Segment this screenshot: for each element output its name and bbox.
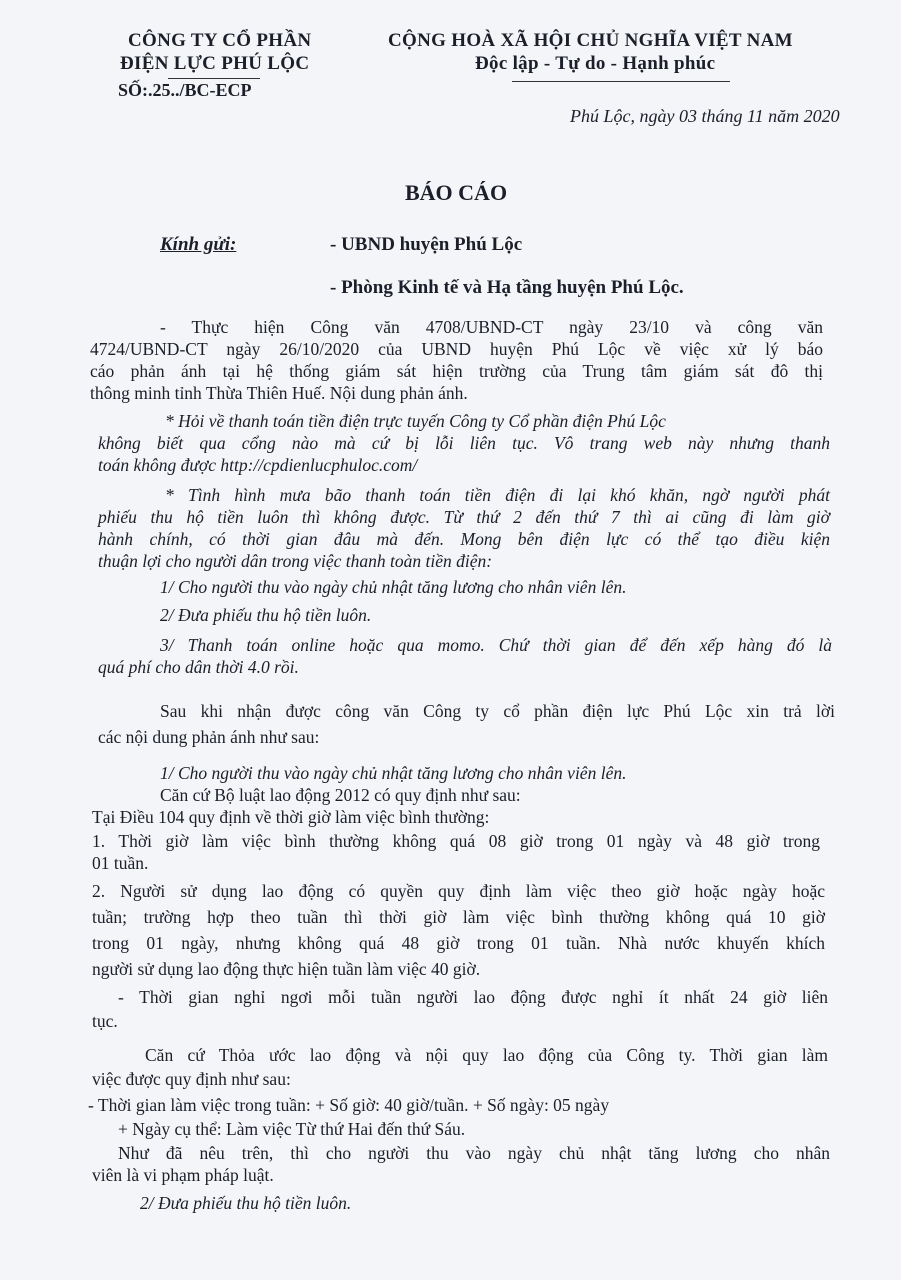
para1-line1: - Thực hiện Công văn 4708/UBND-CT ngày 23/10 và công văn [160,317,823,337]
rest-time-line2: tục. [92,1011,118,1031]
answer1-heading: 1/ Cho người thu vào ngày chủ nhật tăng lương cho nhân viên lên. [160,763,627,783]
law-article: Tại Điều 104 quy định về thời giờ làm việc bình thường: [92,807,490,827]
suggestion-3-line2: quá phí cho dân thời 4.0 rồi. [98,657,299,677]
conclusion-line1: Như đã nêu trên, thì cho người thu vào ngày chủ nhật tăng lương cho nhân [118,1143,830,1163]
law-clause2-line3: trong 01 ngày, nhưng không quá 48 giờ trong 01 tuần. Nhà nước khuyến khích [92,933,825,953]
rest-time-line1: - Thời gian nghỉ ngơi mỗi tuần người lao động được nghỉ ít nhất 24 giờ liên [118,987,828,1007]
suggestion-2: 2/ Đưa phiếu thu hộ tiền luôn. [160,605,372,625]
company-name-line2: ĐIỆN LỰC PHÚ LỘC [120,53,310,74]
recipient-label: Kính gửi: [160,234,237,255]
company-rule-line2: việc được quy định như sau: [92,1069,291,1089]
question1-line3: toán không được http://cpdienlucphuloc.com/ [98,455,418,475]
question2-line1: * Tình hình mưa bão thanh toán tiền điện đi lại khó khăn, ngờ người phát [165,485,830,505]
working-days: + Ngày cụ thể: Làm việc Từ thứ Hai đến thứ Sáu. [118,1119,466,1139]
motto-underline [512,81,730,82]
suggestion-1: 1/ Cho người thu vào ngày chủ nhật tăng lương cho nhân viên lên. [160,577,627,597]
reply-line1: Sau khi nhận được công văn Công ty cổ phần điện lực Phú Lộc xin trả lời [160,701,835,721]
para1-line2: 4724/UBND-CT ngày 26/10/2020 của UBND huyện Phú Lộc về việc xử lý báo [90,339,823,359]
question1-line1: * Hỏi về thanh toán tiền điện trực tuyến Công ty Cổ phần điện Phú Lộc [165,411,666,431]
question2-line4: thuận lợi cho người dân trong việc thanh toàn tiền điện: [98,551,493,571]
para1-line3: cáo phản ánh tại hệ thống giám sát hiện trường của Trung tâm giám sát đô thị [90,361,823,381]
date-place: Phú Lộc, ngày 03 tháng 11 năm 2020 [570,106,840,126]
nation-line1: CỘNG HOÀ XÃ HỘI CHỦ NGHĨA VIỆT NAM [388,30,793,51]
reply-line2: các nội dung phản ánh như sau: [98,727,320,747]
working-hours: - Thời gian làm việc trong tuần: + Số giờ: 40 giờ/tuần. + Số ngày: 05 ngày [88,1095,610,1115]
law-clause2-line4: người sử dụng lao động thực hiện tuần làm việc 40 giờ. [92,959,481,979]
law-clause2-line1: 2. Người sử dụng lao động có quyền quy định làm việc theo giờ hoặc ngày hoặc [92,881,825,901]
company-name-line1: CÔNG TY CỔ PHẦN [128,30,312,51]
law-clause1-line2: 01 tuần. [92,853,149,873]
suggestion-3-line1: 3/ Thanh toán online hoặc qua momo. Chứ thời gian để đến xếp hàng đó là [160,635,832,655]
para1-line4: thông minh tỉnh Thừa Thiên Huế. Nội dung phản ánh. [90,383,468,403]
law-basis: Căn cứ Bộ luật lao động 2012 có quy định như sau: [160,785,521,805]
question2-line2: phiếu thu hộ tiền luôn thì không được. Từ thứ 2 đến thứ 7 thì ai cũng đi làm giờ [98,507,830,527]
conclusion-line2: viên là vi phạm pháp luật. [92,1165,274,1185]
document-number: SỐ:.25../BC-ECP [118,80,252,100]
question1-line2: không biết qua cổng nào mà cứ bị lỗi liên tục. Vô trang web này nhưng thanh [98,433,830,453]
recipient-2: - Phòng Kinh tế và Hạ tầng huyện Phú Lộc. [330,277,684,298]
recipient-1: - UBND huyện Phú Lộc [330,234,523,255]
answer2-heading: 2/ Đưa phiếu thu hộ tiền luôn. [140,1193,352,1213]
company-rule-line1: Căn cứ Thỏa ước lao động và nội quy lao động của Công ty. Thời gian làm [145,1045,828,1065]
company-underline [168,78,260,79]
nation-motto: Độc lập - Tự do - Hạnh phúc [475,53,716,74]
law-clause2-line2: tuần; trường hợp theo tuần thì thời giờ làm việc bình thường không quá 10 giờ [92,907,825,927]
question2-line3: hành chính, có thời gian đâu mà đến. Mong bên điện lực có thể tạo điều kiện [98,529,830,549]
law-clause1-line1: 1. Thời giờ làm việc bình thường không quá 08 giờ trong 01 ngày và 48 giờ trong [92,831,820,851]
report-title: BÁO CÁO [405,180,508,205]
